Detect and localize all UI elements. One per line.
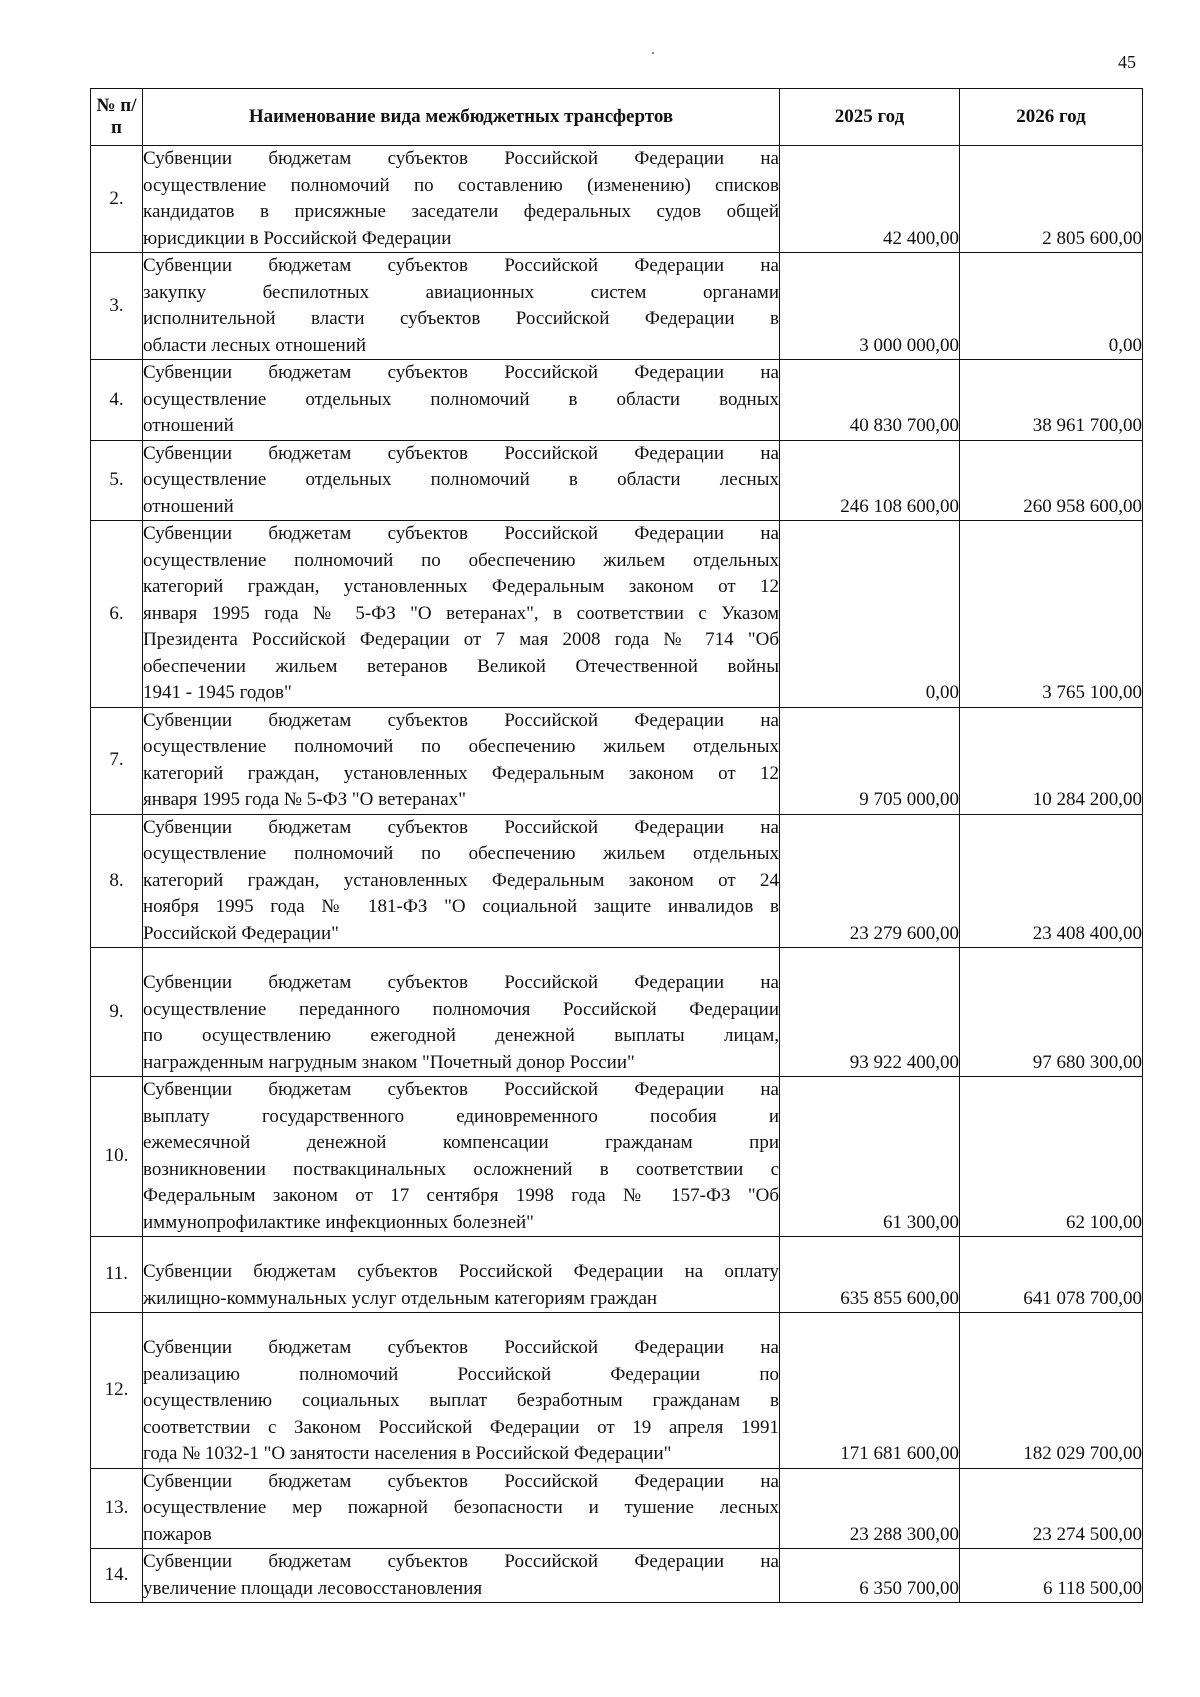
row-number: 10. [91,1077,143,1237]
table-row [91,253,1143,360]
transfer-name-line: категорий граждан, установленных Федеральным законом от 24 [143,869,779,891]
scan-speck [652,52,654,54]
transfer-name [143,1549,780,1603]
transfer-name-line: ноября 1995 года № 181-ФЗ "О социальной защите инвалидов в [143,896,779,917]
transfer-name-line: возникновении поствакцинальных осложнений в соответствии с [143,1158,779,1180]
transfer-name-line: по осуществлению ежегодной денежной выплаты лицам, [143,1025,779,1046]
transfer-name [143,253,780,360]
transfer-name-line: осуществление переданного полномочия Российской Федерации [143,998,779,1020]
row-number: 4. [91,360,143,441]
amount-2025: 6 350 700,00 [780,1549,960,1603]
amount-2026: 641 078 700,00 [960,1237,1143,1313]
amount-2025: 9 705 000,00 [780,707,960,814]
amount-2025: 23 288 300,00 [780,1468,960,1549]
transfer-name-line: осуществление полномочий по обеспечению жильем отдельных [143,843,779,864]
table-row [91,1237,1143,1313]
transfer-name-line: Президента Российской Федерации от 7 мая 2008 года № 714 "Об [143,629,779,650]
transfer-name-line: отношений [143,415,234,436]
transfer-name-line: осуществление отдельных полномочий в области лесных [143,469,779,490]
amount-2026: 23 408 400,00 [960,814,1143,948]
table-row [91,814,1143,948]
amount-2025: 61 300,00 [780,1077,960,1237]
amount-2025: 93 922 400,00 [780,948,960,1077]
transfer-name [143,440,780,521]
amount-2026: 3 765 100,00 [960,521,1143,708]
transfer-name-line: осуществлению социальных выплат безработным гражданам в [143,1390,779,1411]
transfer-name [143,707,780,814]
amount-2026: 23 274 500,00 [960,1468,1143,1549]
transfer-name-line: января 1995 года № 5-ФЗ "О ветеранах", в соответствии с Указом [143,602,779,624]
transfer-name-line: Субвенции бюджетам субъектов Российской Федерации на [143,442,779,464]
row-number: 14. [91,1549,143,1603]
table-row [91,1549,1143,1603]
transfer-name-line: января 1995 года № 5-ФЗ "О ветеранах" [143,789,466,810]
transfer-name-line: Субвенции бюджетам субъектов Российской Федерации на [143,1551,779,1572]
transfer-name-line: юрисдикции в Российской Федерации [143,227,452,249]
amount-2026: 38 961 700,00 [960,360,1143,441]
table-row [91,521,1143,708]
transfer-name-line: награжденным нагрудным знаком "Почетный донор России" [143,1051,635,1073]
transfer-name-line: исполнительной власти субъектов Российской Федерации в [143,308,779,329]
amount-2025: 246 108 600,00 [780,440,960,521]
amount-2026: 0,00 [960,253,1143,360]
transfer-name [143,948,780,1077]
table-row [91,1468,1143,1549]
transfer-name-line: осуществление отдельных полномочий в области водных [143,388,779,410]
transfer-name-line: Субвенции бюджетам субъектов Российской Федерации на [143,816,779,838]
transfer-name-line: области лесных отношений [143,334,367,356]
transfer-name-line: Российской Федерации" [143,922,339,944]
amount-2026: 62 100,00 [960,1077,1143,1237]
amount-2026: 10 284 200,00 [960,707,1143,814]
row-number: 6. [91,521,143,708]
header-2026: 2026 год [960,89,1143,146]
header-num: № п/п [91,89,143,146]
transfer-name [143,1313,780,1469]
transfer-name-line: обеспечении жильем ветеранов Великой Отечественной войны [143,655,779,677]
table-row [91,360,1143,441]
amount-2025: 23 279 600,00 [780,814,960,948]
row-number: 3. [91,253,143,360]
transfer-name [143,1237,780,1313]
row-number: 7. [91,707,143,814]
transfer-name-line: увеличение площади лесовосстановления [143,1577,483,1599]
transfer-name-line: закупку беспилотных авиационных систем органами [143,281,779,303]
row-number: 13. [91,1468,143,1549]
transfer-name-line: Субвенции бюджетам субъектов Российской Федерации на [143,1337,779,1358]
transfer-name [143,1468,780,1549]
transfer-name-line: категорий граждан, установленных Федеральным законом от 12 [143,762,779,784]
row-number: 2. [91,146,143,253]
amount-2025: 171 681 600,00 [780,1313,960,1469]
transfer-name-line: Субвенции бюджетам субъектов Российской Федерации на [143,148,779,169]
table-row [91,146,1143,253]
amount-2025: 40 830 700,00 [780,360,960,441]
amount-2026: 97 680 300,00 [960,948,1143,1077]
transfer-name-line: Субвенции бюджетам субъектов Российской Федерации на [143,709,779,731]
transfer-name-line: Субвенции бюджетам субъектов Российской Федерации на [143,1470,779,1492]
amount-2026: 2 805 600,00 [960,146,1143,253]
transfer-name-line: Субвенции бюджетам субъектов Российской Федерации на [143,362,779,383]
transfer-name-line: Субвенции бюджетам субъектов Российской Федерации на [143,255,779,276]
transfer-name-line: Федеральным законом от 17 сентября 1998 года № 157-ФЗ "Об [143,1185,779,1206]
transfer-name-line: осуществление полномочий по составлению (изменению) списков [143,174,779,196]
table-row [91,1313,1143,1469]
transfer-name-line: года № 1032-1 "О занятости населения в Российской Федерации" [143,1443,672,1464]
row-number: 5. [91,440,143,521]
transfer-name [143,521,780,708]
transfer-name [143,1077,780,1237]
transfer-name [143,814,780,948]
transfer-name-line: пожаров [143,1523,212,1545]
transfer-name-line: осуществление полномочий по обеспечению жильем отдельных [143,736,779,757]
transfer-name-line: Субвенции бюджетам субъектов Российской Федерации на [143,972,779,993]
row-number: 8. [91,814,143,948]
transfer-name-line: осуществление мер пожарной безопасности и тушение лесных [143,1497,779,1518]
row-number: 12. [91,1313,143,1469]
transfer-name [143,146,780,253]
transfer-name-line: жилищно-коммунальных услуг отдельным категориям граждан [143,1287,658,1309]
amount-2025: 42 400,00 [780,146,960,253]
table-row [91,948,1143,1077]
page-number: 45 [1118,52,1136,72]
transfer-name-line: ежемесячной денежной компенсации гражданам при [143,1132,779,1153]
transfers-table [90,88,1143,1603]
transfer-name-line: отношений [143,495,234,517]
row-number: 11. [91,1237,143,1313]
transfer-name-line: Субвенции бюджетам субъектов Российской Федерации на оплату [143,1261,779,1282]
table-header-row [91,89,1143,146]
header-2025: 2025 год [780,89,960,146]
transfer-name-line: 1941 - 1945 годов" [143,682,292,703]
transfer-name-line: Субвенции бюджетам субъектов Российской Федерации на [143,1079,779,1100]
transfer-name-line: Субвенции бюджетам субъектов Российской Федерации на [143,523,779,544]
row-number: 9. [91,948,143,1077]
table-row [91,1077,1143,1237]
transfer-name-line: выплату государственного единовременного пособия и [143,1105,779,1127]
transfer-name [143,360,780,441]
amount-2025: 0,00 [780,521,960,708]
transfer-name-line: соответствии с Законом Российской Федерации от 19 апреля 1991 [143,1416,779,1438]
amount-2025: 635 855 600,00 [780,1237,960,1313]
amount-2026: 182 029 700,00 [960,1313,1143,1469]
amount-2026: 260 958 600,00 [960,440,1143,521]
amount-2025: 3 000 000,00 [780,253,960,360]
table-row [91,440,1143,521]
transfer-name-line: кандидатов в присяжные заседатели федеральных судов общей [143,201,779,222]
transfer-name-line: иммунопрофилактике инфекционных болезней" [143,1211,534,1233]
transfer-name-line: категорий граждан, установленных Федеральным законом от 12 [143,576,779,597]
header-name: Наименование вида межбюджетных трансфертов [143,89,780,146]
amount-2026: 6 118 500,00 [960,1549,1143,1603]
table-row [91,707,1143,814]
transfer-name-line: осуществление полномочий по обеспечению жильем отдельных [143,549,779,571]
transfer-name-line: реализацию полномочий Российской Федерации по [143,1363,779,1385]
